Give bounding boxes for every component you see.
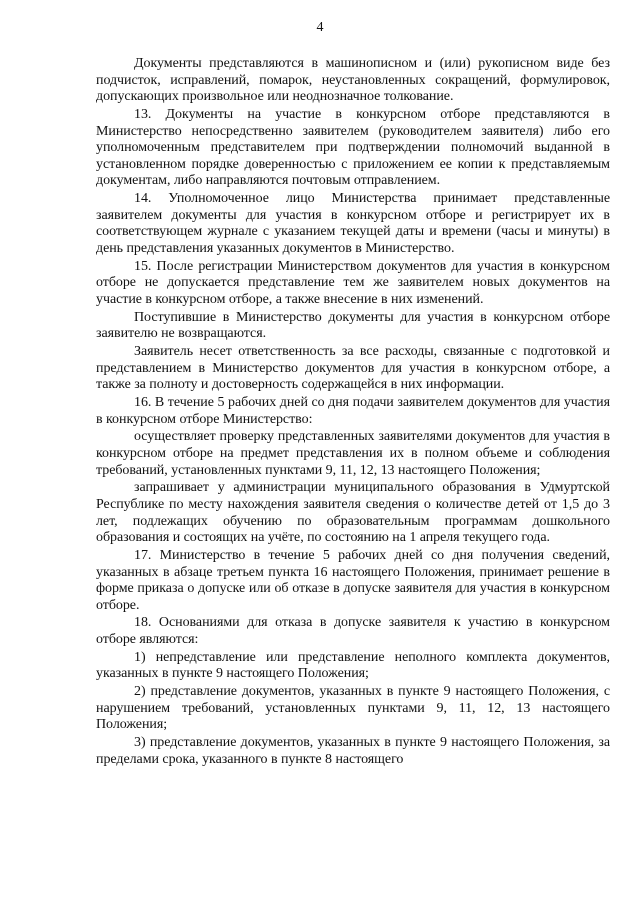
paragraph-18: 18. Основаниями для отказа в допуске заявителя к участию в конкурсном отборе являются:	[96, 615, 610, 648]
paragraph-16: 16. В течение 5 рабочих дней со дня подачи заявителем документов для участия в конкурсном отборе Министерство:	[96, 395, 610, 427]
paragraph-16-check: осуществляет проверку представленных заявителями документов для участия в конкурсном отборе на предмет представления их в полном объеме и соблюдения требований, установленных пунктами 9, 11, 12, 13 настоящего Положения;	[96, 429, 610, 478]
paragraph-14: 14. Уполномоченное лицо Министерства принимает представленные заявителем документы для участия в конкурсном отборе и регистрирует их в соответствующем журнале с указанием текущей даты и времени (часы и минуты) в день представления указанных документов в Министерство.	[96, 191, 610, 256]
page-number: 4	[316, 20, 324, 35]
document-body	[96, 56, 610, 770]
paragraph-18-item-2: 2) представление документов, указанных в пункте 9 настоящего Положения, с нарушением требований, установленных пунктами 9, 11, 12, 13 настоящего Положения;	[96, 684, 610, 733]
paragraph-16-request: запрашивает у администрации муниципального образования в Удмуртской Республике по месту нахождения заявителя сведения о количестве детей от 1,5 до 3 лет, подлежащих обучению по образовательным программам дошкольного образования и состоящих на учёте, по состоянию на 1 апреля текущего года.	[96, 480, 610, 546]
paragraph-15-returned: Поступившие в Министерство документы для участия в конкурсном отборе заявителю не возвращаются.	[96, 309, 610, 342]
paragraph-15-responsibility: Заявитель несет ответственность за все расходы, связанные с подготовкой и представлением в Министерство документов для участия в конкурсном отборе, а также за полноту и достоверность содержащейся в них информации.	[96, 344, 610, 393]
paragraph-18-item-3: 3) представление документов, указанных в пункте 9 настоящего Положения, за пределами срока, указанного в пункте 8 настоящего	[96, 735, 610, 767]
paragraph-15: 15. После регистрации Министерством документов для участия в конкурсном отборе не допускается представление тем же заявителем новых документов на участие в конкурсном отборе, а также внесение в них изменений.	[96, 258, 610, 307]
paragraph-13: 13. Документы на участие в конкурсном отборе представляются в Министерство непосредственно заявителем (руководителем заявителя) либо его уполномоченным представителем при подтверждении полномочий выданной в установленном порядке доверенностью с приложением ее копии к представляемым документам, либо направляются почтовым отправлением.	[96, 106, 610, 189]
paragraph-18-item-1: 1) непредставление или представление неполного комплекта документов, указанных в пункте 9 настоящего Положения;	[96, 649, 610, 682]
paragraph-17: 17. Министерство в течение 5 рабочих дней со дня получения сведений, указанных в абзаце третьем пункта 16 настоящего Положения, принимает решение в форме приказа о допуске или об отказе в допуске заявителя для участия в конкурсном отборе.	[96, 547, 610, 613]
paragraph-intro: Документы представляются в машинописном и (или) рукописном виде без подчисток, исправлений, помарок, неустановленных сокращений, формулировок, допускающих произвольное или неоднозначное толкование.	[96, 56, 610, 105]
